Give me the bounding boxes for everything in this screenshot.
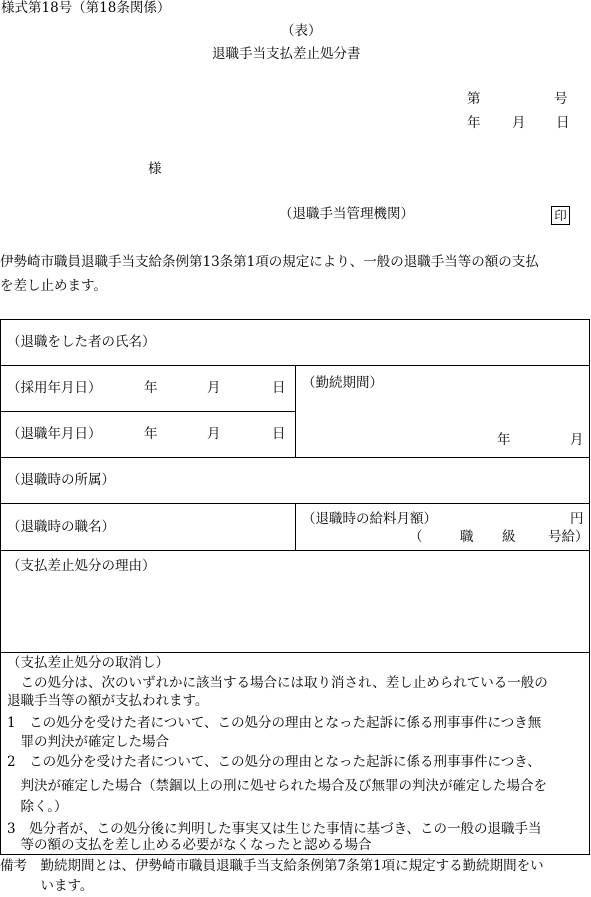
cancellation-line: 1 この処分を受けた者について、この処分の理由となった起訴に係る刑事事件につき無: [7, 715, 542, 731]
row-divider: [0, 411, 295, 412]
service-period-year: 年: [497, 432, 511, 448]
cancellation-line: 2 この処分を受けた者について、この処分の理由となった起訴に係る刑事事件につき、: [7, 754, 541, 770]
cancellation-line: この処分は、次のいずれかに該当する場合には取り消され、差し止められている一般の: [7, 675, 548, 691]
cancellation-line: 等の額の支払を差し止める必要がなくなったと認める場合: [7, 837, 372, 853]
retire-date-label: （退職年月日）: [7, 426, 102, 442]
hire-date-day: 日: [272, 380, 286, 396]
addressee-honorific: 様: [148, 161, 162, 177]
reason-label: （支払差止処分の理由）: [7, 558, 156, 574]
service-period-label: （勤続期間）: [302, 375, 383, 391]
salary-unit: 円: [570, 511, 584, 527]
grade-gokyu: 号給）: [548, 529, 589, 545]
form-number: 様式第18号（第18条関係）: [1, 0, 171, 16]
table-border-right: [589, 319, 590, 855]
cancellation-line: 退職手当等の額が支払われます。: [7, 693, 209, 709]
retire-date-month: 月: [207, 426, 221, 442]
retire-date-day: 日: [272, 426, 286, 442]
form-table: [0, 319, 590, 855]
grade-shoku: 職: [460, 529, 474, 545]
seal-mark: 印: [551, 206, 570, 225]
date-day: 日: [556, 115, 570, 131]
remarks-line-2: います。: [0, 878, 94, 894]
retiree-name-label: （退職をした者の氏名）: [7, 334, 156, 350]
issuer-organization: （退職手当管理機関）: [279, 206, 414, 222]
cancellation-title: （支払差止処分の取消し）: [7, 655, 169, 671]
service-period-month: 月: [570, 432, 584, 448]
date-month: 月: [512, 115, 526, 131]
table-label: （表）: [281, 23, 322, 39]
cancellation-line: 3 処分者が、この処分後に判明した事実又は生じた事情に基づき、この一般の退職手当: [7, 821, 542, 837]
grade-kyu: 級: [502, 529, 516, 545]
grade-open-paren: （: [409, 529, 423, 545]
remarks-line-1: 備考 勤続期間とは、伊勢崎市職員退職手当支給条例第7条第1項に規定する勤続期間をい: [0, 858, 544, 874]
row-divider: [0, 652, 590, 653]
cancellation-line: 罪の判決が確定した場合: [7, 734, 169, 750]
cancellation-line: 除く。）: [7, 799, 68, 815]
row-divider: [0, 457, 590, 458]
salary-label: （退職時の給料月額）: [302, 511, 437, 527]
intro-line-1: 伊勢崎市職員退職手当支給条例第13条第1項の規定により、一般の退職手当等の額の支払: [0, 254, 539, 270]
hire-date-year: 年: [144, 380, 158, 396]
table-border-left: [0, 319, 1, 855]
row-divider: [0, 550, 590, 551]
column-divider: [295, 365, 296, 457]
hire-date-label: （採用年月日）: [7, 380, 102, 396]
column-divider: [295, 503, 296, 550]
cancellation-line: 判決が確定した場合（禁錮以上の刑に処せられた場合及び無罪の判決が確定した場合を: [7, 778, 547, 794]
retire-date-year: 年: [144, 426, 158, 442]
department-label: （退職時の所属）: [7, 472, 115, 488]
hire-date-month: 月: [207, 380, 221, 396]
table-border-top: [0, 319, 590, 320]
doc-number-prefix: 第: [467, 91, 481, 107]
doc-number-suffix: 号: [554, 91, 568, 107]
intro-line-2: を差し止めます。: [0, 278, 107, 294]
position-label: （退職時の職名）: [7, 519, 115, 535]
date-year: 年: [467, 115, 481, 131]
document-title: 退職手当支払差止処分書: [212, 46, 361, 62]
